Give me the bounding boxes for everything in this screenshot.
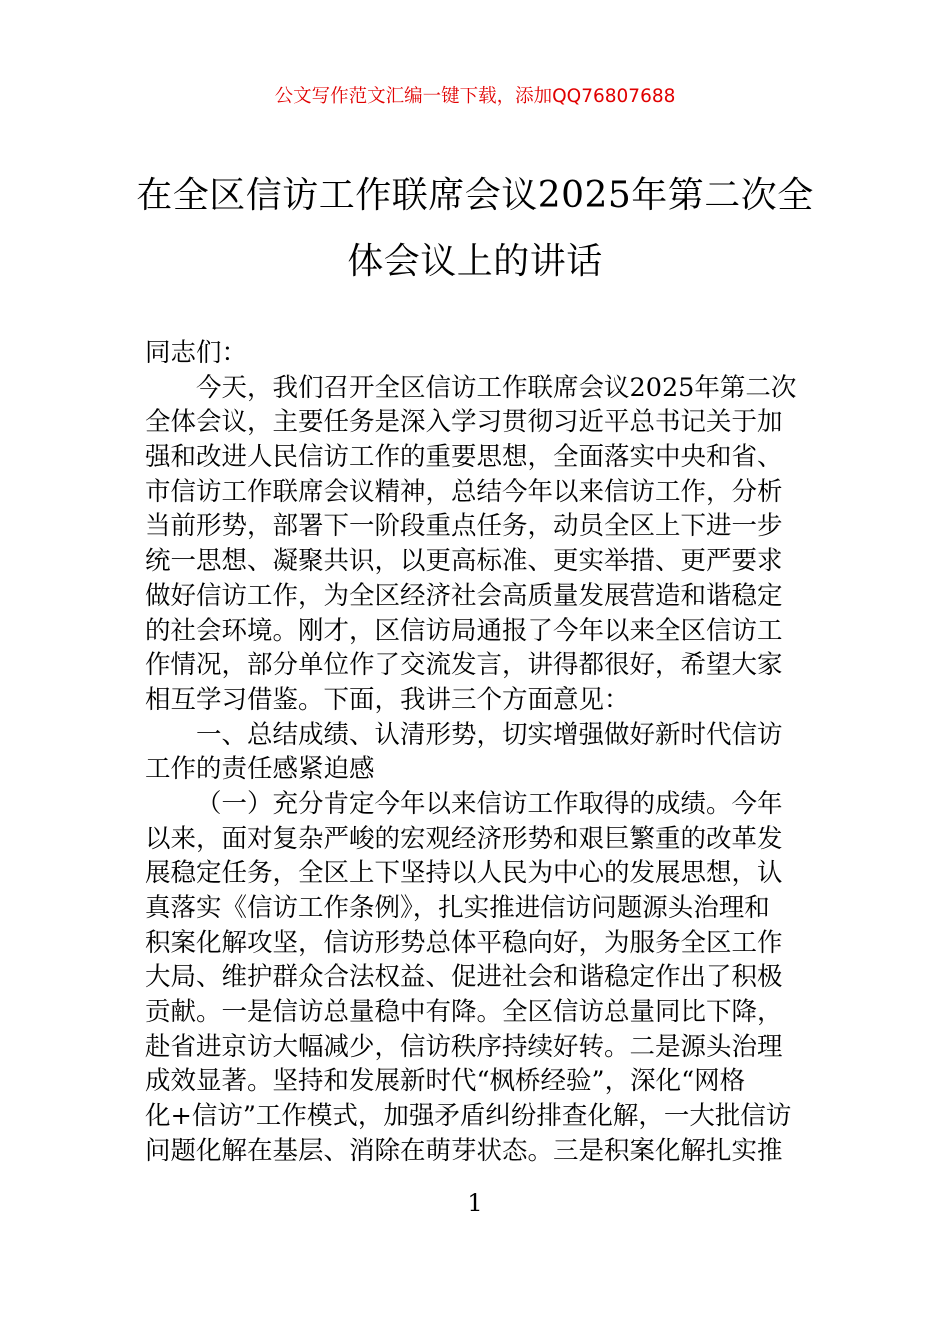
body-line: 问题化解在基层、消除在萌芽状态。三是积案化解扎实推: [145, 1135, 783, 1166]
body-line: 今天，我们召开全区信访工作联席会议2025年第二次: [196, 372, 797, 403]
body-line: 当前形势，部署下一阶段重点任务，动员全区上下进一步: [145, 511, 783, 542]
body-line: 的社会环境。刚才，区信访局通报了今年以来全区信访工: [145, 615, 783, 646]
section-heading: 工作的责任感紧迫感: [145, 754, 375, 785]
promo-banner: 公文写作范文汇编一键下载，添加QQ76807688: [274, 86, 676, 107]
section-heading: 一、总结成绩、认清形势，切实增强做好新时代信访: [196, 719, 783, 750]
body-line: 化+信访”工作模式，加强矛盾纠纷排查化解，一大批信访: [145, 1101, 792, 1132]
body-line: 大局、维护群众合法权益、促进社会和谐稳定作出了积极: [145, 962, 783, 993]
body-line: 展稳定任务，全区上下坚持以人民为中心的发展思想，认: [145, 858, 783, 889]
document-body: [145, 336, 810, 1169]
document-title: [100, 163, 850, 295]
title-line-1: 在全区信访工作联席会议2025年第二次全: [136, 175, 814, 216]
body-line: 成效显著。坚持和发展新时代“枫桥经验”，深化“网格: [145, 1066, 746, 1097]
body-line: 真落实《信访工作条例》，扎实推进信访问题源头治理和: [145, 893, 770, 923]
body-line: 统一思想、凝聚共识，以更高标准、更实举措、更严要求: [145, 546, 783, 577]
body-line: 贡献。一是信访总量稳中有降。全区信访总量同比下降，: [145, 997, 783, 1028]
body-line: 强和改进人民信访工作的重要思想，全面落实中央和省、: [145, 442, 783, 473]
body-line: 积案化解攻坚，信访形势总体平稳向好，为服务全区工作: [145, 927, 783, 958]
body-line: 以来，面对复杂严峻的宏观经济形势和艰巨繁重的改革发: [145, 823, 783, 854]
subsection-heading: （一）充分肯定今年以来信访工作取得的成绩。今年: [196, 788, 783, 819]
body-line: 赴省进京访大幅减少，信访秩序持续好转。二是源头治理: [145, 1031, 783, 1062]
page-number: 1: [467, 1189, 483, 1217]
title-line-2: 体会议上的讲话: [347, 241, 603, 282]
salutation: 同志们：: [145, 338, 248, 368]
body-line: 全体会议，主要任务是深入学习贯彻习近平总书记关于加: [145, 407, 783, 438]
body-line: 做好信访工作，为全区经济社会高质量发展营造和谐稳定: [145, 580, 783, 611]
body-line: 作情况，部分单位作了交流发言，讲得都很好，希望大家: [145, 650, 783, 681]
body-line: 相互学习借鉴。下面，我讲三个方面意见：: [145, 684, 630, 715]
body-line: 市信访工作联席会议精神，总结今年以来信访工作，分析: [145, 476, 783, 507]
